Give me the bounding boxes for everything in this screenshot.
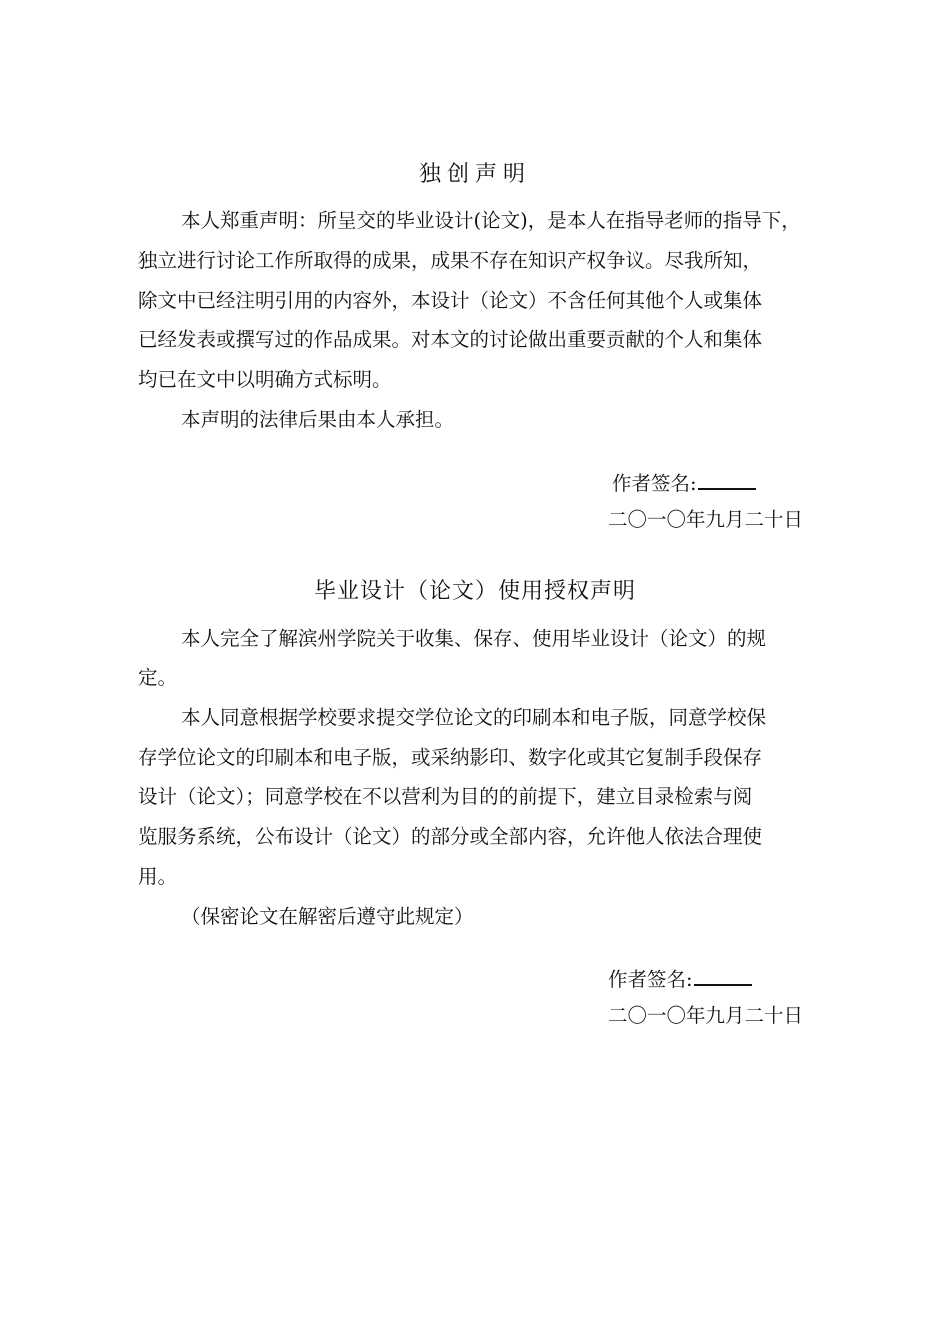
signature-blank (698, 470, 756, 490)
authorization-line-8: （保密论文在解密后遵守此规定） (181, 905, 474, 928)
originality-line-3: 除文中已经注明引用的内容外，本设计（论文）不含任何其他个人或集体 (138, 289, 763, 312)
signature-label: 作者签名: (612, 472, 697, 495)
authorization-line-3: 本人同意根据学校要求提交学位论文的印刷本和电子版，同意学校保 (181, 706, 767, 729)
authorization-line-5: 设计（论文）；同意学校在不以营利为目的的前提下，建立目录检索与阅 (138, 785, 753, 808)
signature-label: 作者签名: (608, 968, 693, 991)
originality-line-1: 本人郑重声明：所呈交的毕业设计(论文)，是本人在指导老师的指导下， (181, 209, 801, 232)
authorization-line-6: 览服务系统，公布设计（论文）的部分或全部内容，允许他人依法合理使 (138, 825, 763, 848)
authorization-line-2: 定。 (138, 666, 178, 689)
originality-line-2: 独立进行讨论工作所取得的成果，成果不存在知识产权争议。尽我所知， (138, 249, 763, 272)
originality-statement-title: 独创声明 (418, 162, 531, 187)
originality-line-6: 本声明的法律后果由本人承担。 (181, 408, 455, 431)
originality-signature (612, 470, 756, 498)
authorization-statement-title: 毕业设计（论文）使用授权声明 (313, 579, 636, 604)
authorization-line-1: 本人完全了解滨州学院关于收集、保存、使用毕业设计（论文）的规 (181, 627, 767, 650)
originality-line-4: 已经发表或撰写过的作品成果。对本文的讨论做出重要贡献的个人和集体 (138, 328, 763, 351)
authorization-date: 二〇一〇年九月二十日 (608, 1004, 804, 1027)
originality-date: 二〇一〇年九月二十日 (608, 508, 804, 531)
originality-line-5: 均已在文中以明确方式标明。 (138, 368, 392, 391)
authorization-line-4: 存学位论文的印刷本和电子版，或采纳影印、数字化或其它复制手段保存 (138, 746, 763, 769)
authorization-signature (608, 966, 752, 994)
authorization-line-7: 用。 (138, 865, 178, 888)
signature-blank (694, 966, 752, 986)
